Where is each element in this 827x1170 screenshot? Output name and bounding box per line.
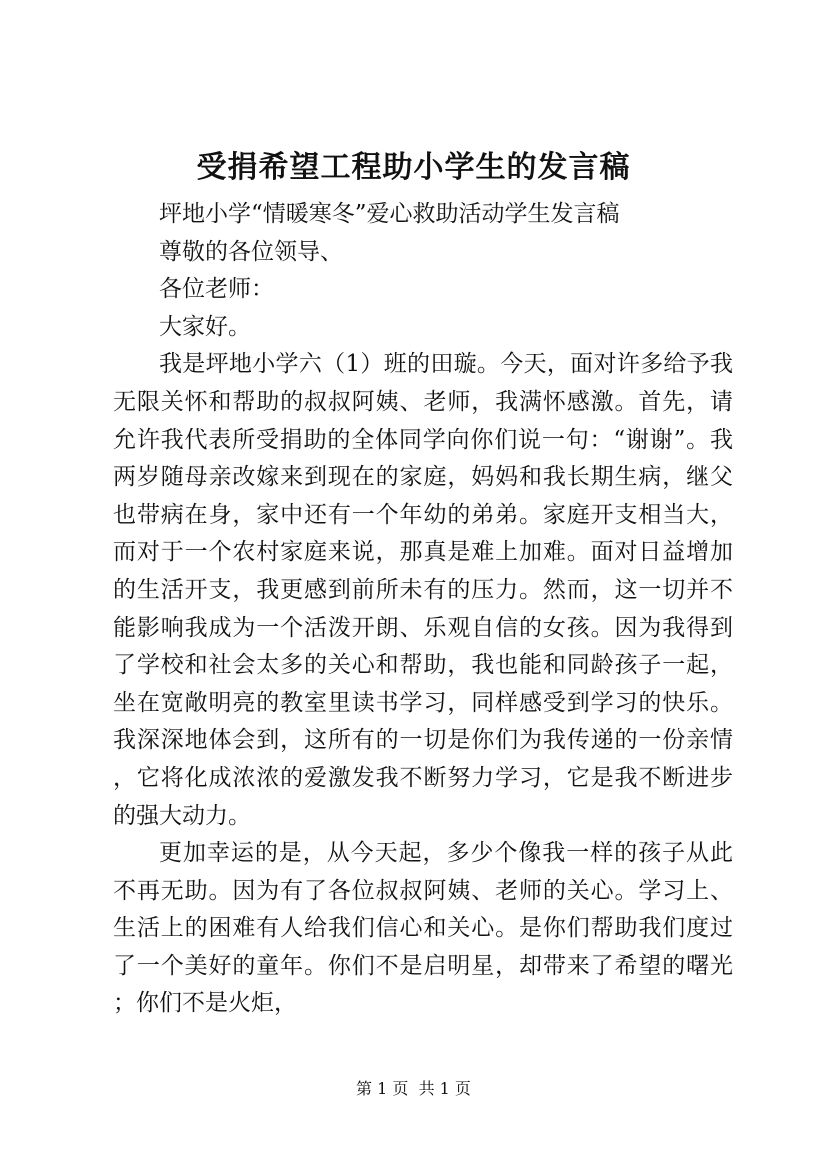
document-body (113, 196, 733, 1023)
body-paragraph: 我是坪地小学六（1）班的田璇。今天，面对许多给予我无限关怀和帮助的叔叔阿姨、老师，我满怀感激。首先，请允许我代表所受捐助的全体同学向你们说一句：“谢谢”。我两岁随母亲改嫁来到现在的家庭，妈妈和我长期生病，继父也带病在身，家中还有一个年幼的弟弟。家庭开支相当大，而对于一个农村家庭来说，那真是难上加难。面对日益增加的生活开支，我更感到前所未有的压力。然而，这一切并不能影响我成为一个活泼开朗、乐观自信的女孩。因为我得到了学校和社会太多的关心和帮助，我也能和同龄孩子一起，坐在宽敞明亮的教室里读书学习，同样感受到学习的快乐。我深深地体会到，这所有的一切是你们为我传递的一份亲情，它将化成浓浓的爱激发我不断努力学习，它是我不断进步的强大动力。 (113, 351, 733, 829)
greeting: 大家好。 (159, 313, 251, 340)
page-footer: 第 1 页 共 1 页 (356, 1079, 471, 1098)
document-title: 受捐希望工程助小学生的发言稿 (196, 150, 631, 185)
subtitle-line: 坪地小学“情暖寒冬”爱心救助活动学生发言稿 (159, 201, 620, 227)
salutation-leaders: 尊敬的各位领导、 (159, 238, 343, 265)
salutation-teachers: 各位老师： (159, 276, 274, 303)
body-paragraph: 更加幸运的是，从今天起，多少个像我一样的孩子从此不再无助。因为有了各位叔叔阿姨、老师的关心。学习上、生活上的困难有人给我们信心和关心。是你们帮助我们度过了一个美好的童年。你们不是启明星，却带来了希望的曙光；你们不是火炬， (113, 840, 733, 1017)
